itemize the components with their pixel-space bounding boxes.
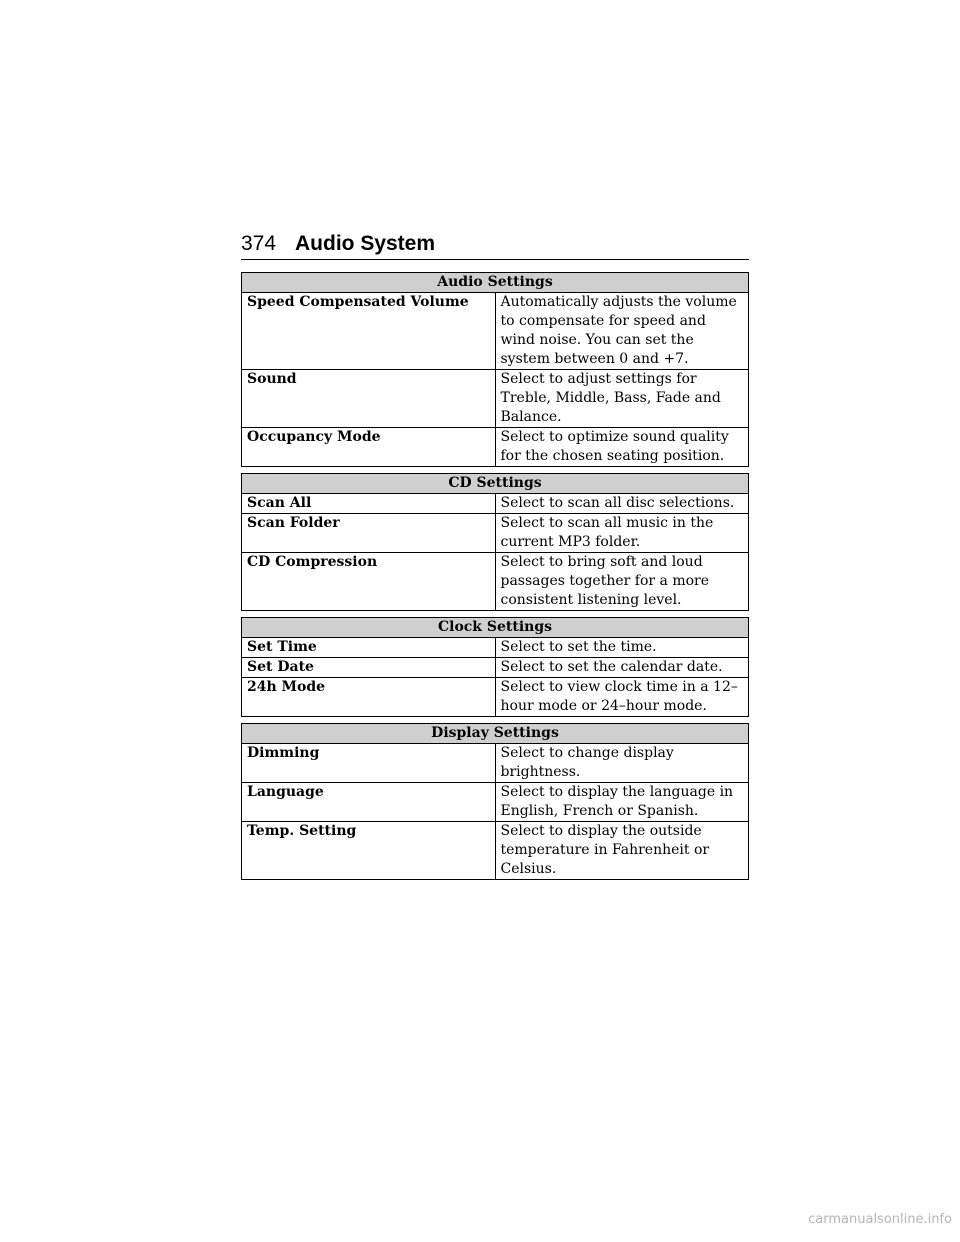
table-row: [242, 744, 749, 783]
setting-description: Automatically adjusts the volume to compensate for speed and wind noise. You can set the system between 0 and +7.: [495, 293, 749, 370]
table-row: [242, 638, 749, 658]
setting-name: Dimming: [242, 744, 496, 783]
page-header: [241, 231, 749, 260]
table-row: [242, 494, 749, 514]
setting-description: Select to view clock time in a 12–hour mode or 24–hour mode.: [495, 678, 749, 717]
table-title: Display Settings: [242, 724, 749, 744]
page-title: Audio System: [295, 232, 436, 255]
table-row: [242, 293, 749, 370]
setting-description: Select to change display brightness.: [495, 744, 749, 783]
setting-name: Language: [242, 783, 496, 822]
setting-name: Scan All: [242, 494, 496, 514]
setting-name: Temp. Setting: [242, 822, 496, 880]
table-title: CD Settings: [242, 474, 749, 494]
setting-name: Sound: [242, 370, 496, 428]
setting-description: Select to set the calendar date.: [495, 658, 749, 678]
setting-description: Select to optimize sound quality for the chosen seating position.: [495, 428, 749, 467]
setting-name: Set Date: [242, 658, 496, 678]
setting-name: 24h Mode: [242, 678, 496, 717]
setting-description: Select to scan all disc selections.: [495, 494, 749, 514]
table-row: [242, 428, 749, 467]
setting-name: Scan Folder: [242, 514, 496, 553]
setting-name: CD Compression: [242, 553, 496, 611]
cd-settings-table: [241, 473, 749, 611]
setting-description: Select to bring soft and loud passages together for a more consistent listening level.: [495, 553, 749, 611]
setting-name: Speed Compensated Volume: [242, 293, 496, 370]
watermark: carmanualsonline.info: [808, 1212, 952, 1227]
table-row: [242, 553, 749, 611]
table-row: [242, 783, 749, 822]
table-row: [242, 370, 749, 428]
table-title: Clock Settings: [242, 618, 749, 638]
table-title: Audio Settings: [242, 273, 749, 293]
setting-description: Select to scan all music in the current MP3 folder.: [495, 514, 749, 553]
page-number: 374: [241, 232, 277, 255]
table-row: [242, 678, 749, 717]
clock-settings-table: [241, 617, 749, 717]
table-row: [242, 514, 749, 553]
display-settings-table: [241, 723, 749, 880]
table-row: [242, 658, 749, 678]
setting-description: Select to display the language in English, French or Spanish.: [495, 783, 749, 822]
table-row: [242, 822, 749, 880]
setting-name: Set Time: [242, 638, 496, 658]
setting-description: Select to adjust settings for Treble, Middle, Bass, Fade and Balance.: [495, 370, 749, 428]
setting-description: Select to display the outside temperature in Fahrenheit or Celsius.: [495, 822, 749, 880]
settings-tables: [241, 272, 749, 886]
audio-settings-table: [241, 272, 749, 467]
setting-description: Select to set the time.: [495, 638, 749, 658]
setting-name: Occupancy Mode: [242, 428, 496, 467]
